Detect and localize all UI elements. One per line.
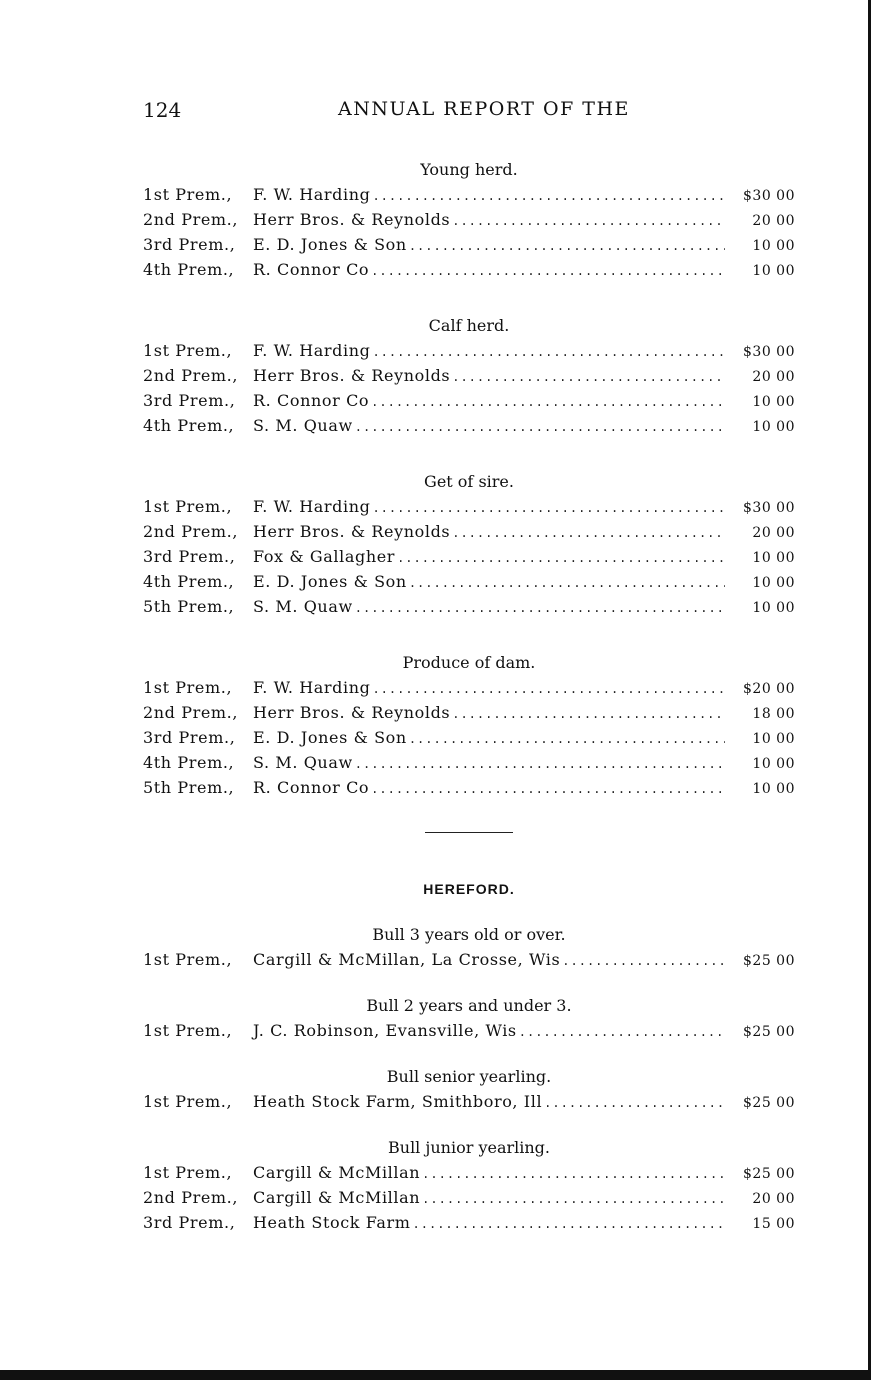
page-header [143, 98, 793, 128]
award-section [143, 470, 795, 619]
award-entry [143, 594, 795, 619]
award-section [143, 651, 795, 800]
premium-amount: 10 00 [752, 781, 795, 797]
award-entry [143, 1210, 795, 1235]
premium-place: 1st Prem., [143, 185, 233, 204]
premium-amount: 10 00 [752, 575, 795, 591]
exhibitor-name: F. W. Harding [253, 497, 371, 516]
premium-amount: 10 00 [752, 600, 795, 616]
shorthorn-awards-list [143, 158, 795, 800]
dot-leaders [409, 571, 725, 596]
premium-amount: 15 00 [752, 1216, 795, 1232]
award-entry [143, 257, 795, 282]
exhibitor-name: R. Connor Co [253, 391, 370, 410]
premium-amount: 20 00 [752, 369, 795, 385]
premium-place: 2nd Prem., [143, 522, 239, 541]
premium-amount: $30 00 [743, 188, 795, 204]
premium-place: 1st Prem., [143, 950, 233, 969]
premium-amount: $30 00 [743, 500, 795, 516]
hereford-awards-list [143, 923, 795, 1235]
premium-amount: 18 00 [752, 706, 795, 722]
award-entry [143, 388, 795, 413]
exhibitor-name: E. D. Jones & Son [253, 728, 407, 747]
award-section [143, 1065, 795, 1114]
award-section [143, 923, 795, 972]
exhibitor-name: Herr Bros. & Reynolds [253, 366, 451, 385]
award-entry [143, 775, 795, 800]
exhibitor-name: Cargill & McMillan, La Crosse, Wis [253, 950, 561, 969]
award-entry [143, 544, 795, 569]
award-entry [143, 338, 795, 363]
exhibitor-name: Herr Bros. & Reynolds [253, 210, 451, 229]
premium-amount: 10 00 [752, 419, 795, 435]
exhibitor-name: R. Connor Co [253, 778, 370, 797]
premium-amount: $25 00 [743, 1024, 795, 1040]
premium-place: 3rd Prem., [143, 391, 236, 410]
section-title: Bull 2 years and under 3. [366, 996, 572, 1015]
section-title: Young herd. [420, 160, 518, 179]
dot-leaders [355, 415, 725, 440]
award-entry [143, 232, 795, 257]
premium-place: 2nd Prem., [143, 366, 239, 385]
exhibitor-name: F. W. Harding [253, 341, 371, 360]
dot-leaders [544, 1091, 725, 1116]
premium-place: 2nd Prem., [143, 1188, 239, 1207]
premium-amount: 20 00 [752, 213, 795, 229]
dot-leaders [413, 1212, 725, 1237]
premium-amount: $30 00 [743, 344, 795, 360]
dot-leaders [371, 259, 725, 284]
dot-leaders [519, 1020, 725, 1045]
running-title: ANNUAL REPORT OF THE [338, 98, 630, 120]
award-entry [143, 1160, 795, 1185]
premium-place: 3rd Prem., [143, 1213, 236, 1232]
dot-leaders [372, 184, 725, 209]
award-entry [143, 1089, 795, 1114]
section-title: Bull 3 years old or over. [372, 925, 566, 944]
dot-leaders [409, 234, 725, 259]
exhibitor-name: Cargill & McMillan [253, 1163, 421, 1182]
premium-place: 1st Prem., [143, 678, 233, 697]
page-number: 124 [143, 98, 182, 122]
dot-leaders [371, 777, 725, 802]
exhibitor-name: Herr Bros. & Reynolds [253, 703, 451, 722]
award-entry [143, 413, 795, 438]
premium-place: 5th Prem., [143, 778, 235, 797]
exhibitor-name: J. C. Robinson, Evansville, Wis [253, 1021, 517, 1040]
award-entry [143, 363, 795, 388]
premium-amount: 10 00 [752, 731, 795, 747]
exhibitor-name: Heath Stock Farm [253, 1213, 411, 1232]
premium-place: 1st Prem., [143, 1092, 233, 1111]
premium-amount: $25 00 [743, 1166, 795, 1182]
page-content [143, 158, 795, 1257]
award-entry [143, 569, 795, 594]
award-section [143, 1136, 795, 1235]
dot-leaders [372, 496, 725, 521]
exhibitor-name: E. D. Jones & Son [253, 572, 407, 591]
scan-edge-bottom [0, 1370, 871, 1380]
premium-place: 4th Prem., [143, 260, 235, 279]
premium-place: 2nd Prem., [143, 210, 239, 229]
dot-leaders [355, 752, 725, 777]
dot-leaders [397, 546, 725, 571]
exhibitor-name: F. W. Harding [253, 678, 371, 697]
dot-leaders [452, 365, 725, 390]
premium-amount: $25 00 [743, 1095, 795, 1111]
award-entry [143, 182, 795, 207]
exhibitor-name: F. W. Harding [253, 185, 371, 204]
award-section [143, 158, 795, 282]
premium-place: 1st Prem., [143, 497, 233, 516]
award-entry [143, 1185, 795, 1210]
dot-leaders [452, 209, 725, 234]
premium-amount: $20 00 [743, 681, 795, 697]
section-title: Bull junior yearling. [388, 1138, 550, 1157]
award-entry [143, 1018, 795, 1043]
premium-amount: $25 00 [743, 953, 795, 969]
award-section [143, 994, 795, 1043]
dot-leaders [452, 702, 725, 727]
premium-place: 2nd Prem., [143, 703, 239, 722]
award-entry [143, 947, 795, 972]
premium-place: 4th Prem., [143, 416, 235, 435]
section-title: Get of sire. [424, 472, 514, 491]
premium-place: 1st Prem., [143, 1163, 233, 1182]
premium-place: 3rd Prem., [143, 235, 236, 254]
premium-amount: 10 00 [752, 550, 795, 566]
section-title: Bull senior yearling. [386, 1067, 552, 1086]
exhibitor-name: Fox & Gallagher [253, 547, 396, 566]
award-entry [143, 494, 795, 519]
premium-amount: 10 00 [752, 238, 795, 254]
award-entry [143, 519, 795, 544]
premium-place: 4th Prem., [143, 753, 235, 772]
premium-place: 3rd Prem., [143, 728, 236, 747]
section-title: Produce of dam. [402, 653, 536, 672]
dot-leaders [371, 390, 725, 415]
dot-leaders [372, 340, 725, 365]
dot-leaders [422, 1162, 725, 1187]
premium-amount: 10 00 [752, 263, 795, 279]
section-divider [425, 832, 513, 833]
award-section [143, 314, 795, 438]
award-entry [143, 750, 795, 775]
premium-place: 1st Prem., [143, 1021, 233, 1040]
award-entry [143, 700, 795, 725]
exhibitor-name: S. M. Quaw [253, 753, 353, 772]
award-entry [143, 675, 795, 700]
premium-place: 5th Prem., [143, 597, 235, 616]
exhibitor-name: S. M. Quaw [253, 597, 353, 616]
premium-amount: 10 00 [752, 394, 795, 410]
premium-place: 3rd Prem., [143, 547, 236, 566]
exhibitor-name: E. D. Jones & Son [253, 235, 407, 254]
premium-amount: 10 00 [752, 756, 795, 772]
dot-leaders [422, 1187, 725, 1212]
dot-leaders [452, 521, 725, 546]
dot-leaders [372, 677, 725, 702]
exhibitor-name: Herr Bros. & Reynolds [253, 522, 451, 541]
premium-place: 1st Prem., [143, 341, 233, 360]
exhibitor-name: Heath Stock Farm, Smithboro, Ill [253, 1092, 543, 1111]
exhibitor-name: Cargill & McMillan [253, 1188, 421, 1207]
premium-amount: 20 00 [752, 1191, 795, 1207]
dot-leaders [562, 949, 725, 974]
premium-amount: 20 00 [752, 525, 795, 541]
award-entry [143, 725, 795, 750]
award-entry [143, 207, 795, 232]
dot-leaders [409, 727, 725, 752]
hereford-heading: HEREFORD. [423, 881, 515, 897]
dot-leaders [355, 596, 725, 621]
exhibitor-name: S. M. Quaw [253, 416, 353, 435]
section-title: Calf herd. [428, 316, 510, 335]
premium-place: 4th Prem., [143, 572, 235, 591]
exhibitor-name: R. Connor Co [253, 260, 370, 279]
